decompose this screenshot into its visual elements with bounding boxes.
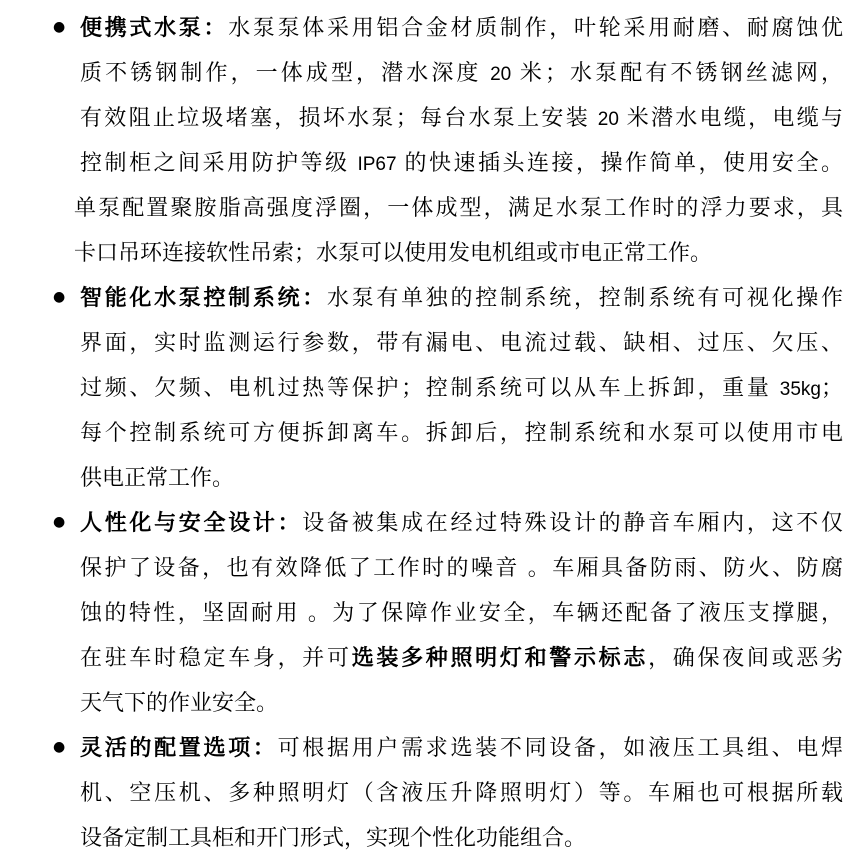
text-segment-bold: 选装多种照明灯和警示标志 [351, 645, 649, 670]
text-segment: 机、空压机、多种照明灯（含液压升降照明灯）等。车厢也可根据所载 [80, 780, 843, 805]
text-line [80, 770, 843, 815]
text-segment: 在驻车时稳定车身，并可 [80, 645, 352, 670]
text-segment: ； [820, 375, 843, 400]
text-segment: 设备定制工具柜和开门形式，实现个性化功能组合。 [80, 825, 587, 850]
text-line [80, 680, 843, 725]
text-segment: 的快速插头连接，操作简单，使用安全。 [396, 150, 843, 175]
text-segment: 单泵配置聚胺脂高强度浮圈，一体成型，满足水泵工作时的浮力要求，具 [74, 195, 843, 220]
text-segment: 每个控制系统可方便拆卸离车。拆卸后，控制系统和水泵可以使用市电 [80, 420, 843, 445]
text-segment: 供电正常工作。 [80, 465, 235, 490]
text-line [80, 815, 843, 860]
text-line [74, 230, 843, 275]
text-line [80, 275, 843, 320]
text-segment: ，确保夜间或恶劣 [648, 645, 843, 670]
item-label: 智能化水泵控制系统： [80, 285, 327, 310]
text-segment-latin: IP67 [357, 154, 397, 175]
bullet-icon: ● [53, 739, 66, 755]
text-segment: 过频、欠频、电机过热等保护；控制系统可以从车上拆卸，重量 [80, 375, 780, 400]
item-label: 灵活的配置选项： [80, 735, 278, 760]
text-line [74, 185, 843, 230]
text-segment: 天气下的作业安全。 [80, 690, 279, 715]
document-page [0, 5, 860, 860]
text-line [80, 635, 843, 680]
text-line [80, 590, 843, 635]
text-segment: 界面，实时监测运行参数，带有漏电、电流过载、缺相、过压、欠压、 [80, 330, 843, 355]
text-segment: 水泵有单独的控制系统，控制系统有可视化操作 [327, 285, 843, 310]
text-line [80, 500, 843, 545]
text-line [80, 545, 843, 590]
bullet-icon: ● [53, 289, 66, 305]
text-line [80, 50, 843, 95]
text-segment: 设备被集成在经过特殊设计的静音车厢内，这不仅 [302, 510, 843, 535]
text-line [80, 725, 843, 770]
text-segment: 水泵泵体采用铝合金材质制作，叶轮采用耐磨、耐腐蚀优 [228, 15, 843, 40]
bullet-icon: ● [53, 514, 66, 530]
bullet-item-control-system [53, 275, 843, 500]
bullet-item-safety-design [53, 500, 843, 725]
text-segment: 质不锈钢制作，一体成型，潜水深度 [80, 60, 491, 85]
text-line [80, 365, 843, 410]
item-label: 便携式水泵： [80, 15, 229, 40]
text-line [80, 410, 843, 455]
text-segment: 保护了设备，也有效降低了工作时的噪音 。车厢具备防雨、防火、防腐 [80, 555, 843, 580]
text-segment: 米；水泵配有不锈钢丝滤网， [511, 60, 843, 85]
text-segment: 控制柜之间采用防护等级 [80, 150, 358, 175]
text-line [80, 95, 843, 140]
text-segment-latin: 20 [490, 64, 512, 85]
text-segment: 可根据用户需求选装不同设备，如液压工具组、电焊 [277, 735, 843, 760]
bullet-item-config-options [53, 725, 843, 860]
text-segment: 有效阻止垃圾堵塞，损坏水泵；每台水泵上安装 [80, 105, 598, 130]
item-label: 人性化与安全设计： [80, 510, 303, 535]
text-line [80, 320, 843, 365]
text-segment: 米潜水电缆，电缆与 [618, 105, 843, 130]
text-line [80, 455, 843, 500]
text-line [80, 5, 843, 50]
bullet-item-portable-pump [53, 5, 843, 275]
text-segment: 卡口吊环连接软性吊索；水泵可以使用发电机组或市电正常工作。 [74, 240, 713, 265]
text-line [80, 140, 843, 185]
text-segment: 蚀的特性，坚固耐用 。为了保障作业安全，车辆还配备了液压支撑腿， [80, 600, 843, 625]
text-segment-latin: 35kg [779, 379, 821, 400]
bullet-icon: ● [53, 19, 66, 35]
text-segment-latin: 20 [597, 109, 619, 130]
